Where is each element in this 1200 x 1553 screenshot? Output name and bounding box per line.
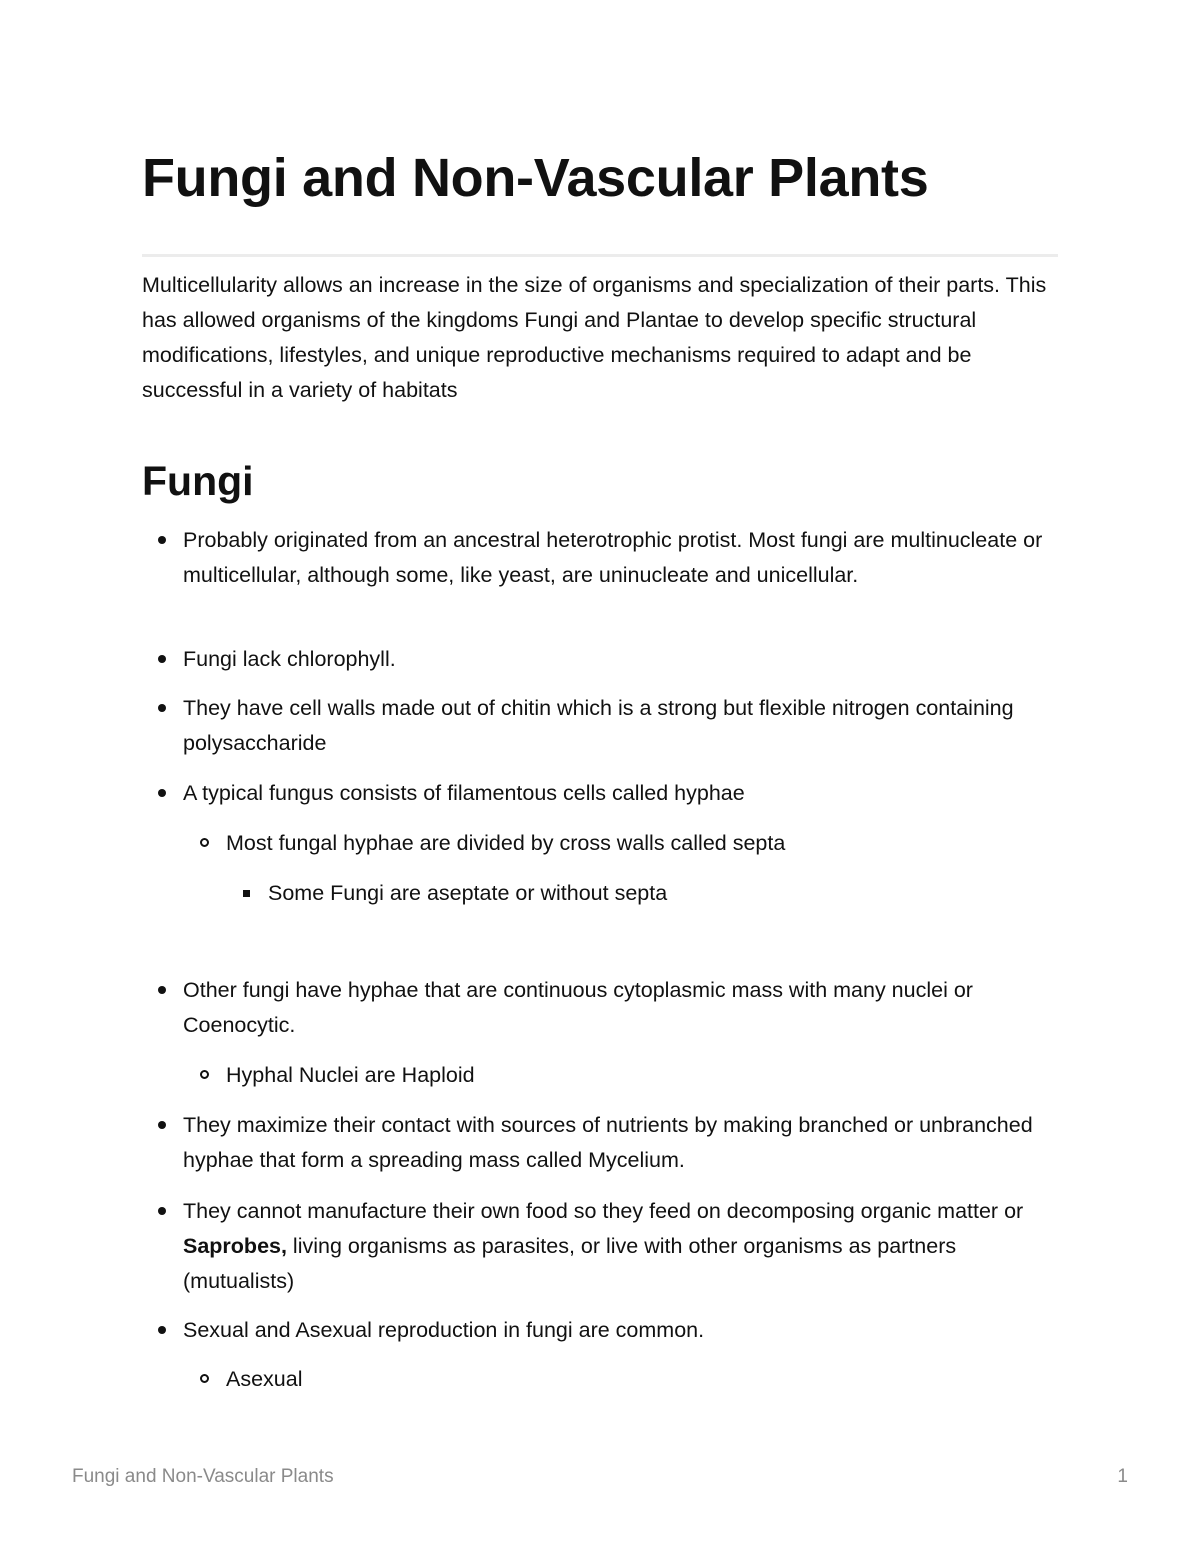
list-item-text: Hyphal Nuclei are Haploid <box>226 1063 475 1087</box>
list-item-text: Other fungi have hyphae that are continuous cytoplasmic mass with many nuclei or Coenocytic. <box>183 978 973 1037</box>
list-item-text: They have cell walls made out of chitin which is a strong but flexible nitrogen containing polysaccharide <box>183 696 1014 755</box>
bullet-circle-icon <box>200 1070 209 1079</box>
list-item <box>183 642 1058 677</box>
list-item-text: Probably originated from an ancestral heterotrophic protist. Most fungi are multinucleate or multicellular, although some, like yeast, are uninucleate and unicellular. <box>183 528 1043 587</box>
bullet-disc-icon <box>158 704 166 712</box>
list-item-text: Fungi lack chlorophyll. <box>183 647 396 671</box>
list-item <box>183 973 1058 1043</box>
footer-document-title: Fungi and Non-Vascular Plants <box>72 1466 334 1487</box>
bullet-disc-icon <box>158 1207 166 1215</box>
bullet-disc-icon <box>158 655 166 663</box>
intro-paragraph: Multicellularity allows an increase in the size of organisms and specialization of their parts. This has allowed organisms of the kingdoms Fungi and Plantae to develop specific structural modifications, lifestyles, and unique reproductive mechanisms required to adapt and be successful in a variety of habitats <box>142 273 1047 402</box>
title-divider <box>142 254 1058 257</box>
bullet-circle-icon <box>200 838 209 847</box>
section-heading-fungi: Fungi <box>142 458 254 504</box>
list-item <box>183 776 1058 811</box>
list-item-text: Some Fungi are aseptate or without septa <box>268 881 668 905</box>
list-item <box>183 691 1058 761</box>
list-item <box>183 1108 1058 1178</box>
list-item-text: Asexual <box>226 1367 303 1391</box>
bold-term-saprobes: Saprobes, <box>183 1234 287 1258</box>
list-item-nested <box>226 826 1058 861</box>
bullet-square-icon <box>243 890 250 897</box>
list-item-nested <box>268 876 1058 911</box>
list-item <box>183 1194 1058 1299</box>
list-item-text: Most fungal hyphae are divided by cross walls called septa <box>226 831 786 855</box>
bullet-disc-icon <box>158 789 166 797</box>
list-item <box>183 1313 1058 1348</box>
bullet-disc-icon <box>158 1121 166 1129</box>
bullet-disc-icon <box>158 536 166 544</box>
bullet-circle-icon <box>200 1374 209 1383</box>
list-item-nested <box>226 1362 1058 1397</box>
document-title: Fungi and Non-Vascular Plants <box>142 148 929 208</box>
list-item-text-start: They cannot manufacture their own food so they feed on decomposing organic matter or <box>183 1199 1024 1223</box>
bullet-disc-icon <box>158 1326 166 1334</box>
list-item-text: They maximize their contact with sources of nutrients by making branched or unbranched hyphae that form a spreading mass called Mycelium. <box>183 1113 1033 1172</box>
list-item-text-end: living organisms as parasites, or live with other organisms as partners (mutualists) <box>183 1234 957 1293</box>
footer-page-number: 1 <box>1117 1466 1128 1487</box>
list-item-nested <box>226 1058 1058 1093</box>
bullet-disc-icon <box>158 986 166 994</box>
list-item-text: Sexual and Asexual reproduction in fungi are common. <box>183 1318 705 1342</box>
list-item <box>183 523 1058 593</box>
list-item-text: A typical fungus consists of filamentous cells called hyphae <box>183 781 745 805</box>
